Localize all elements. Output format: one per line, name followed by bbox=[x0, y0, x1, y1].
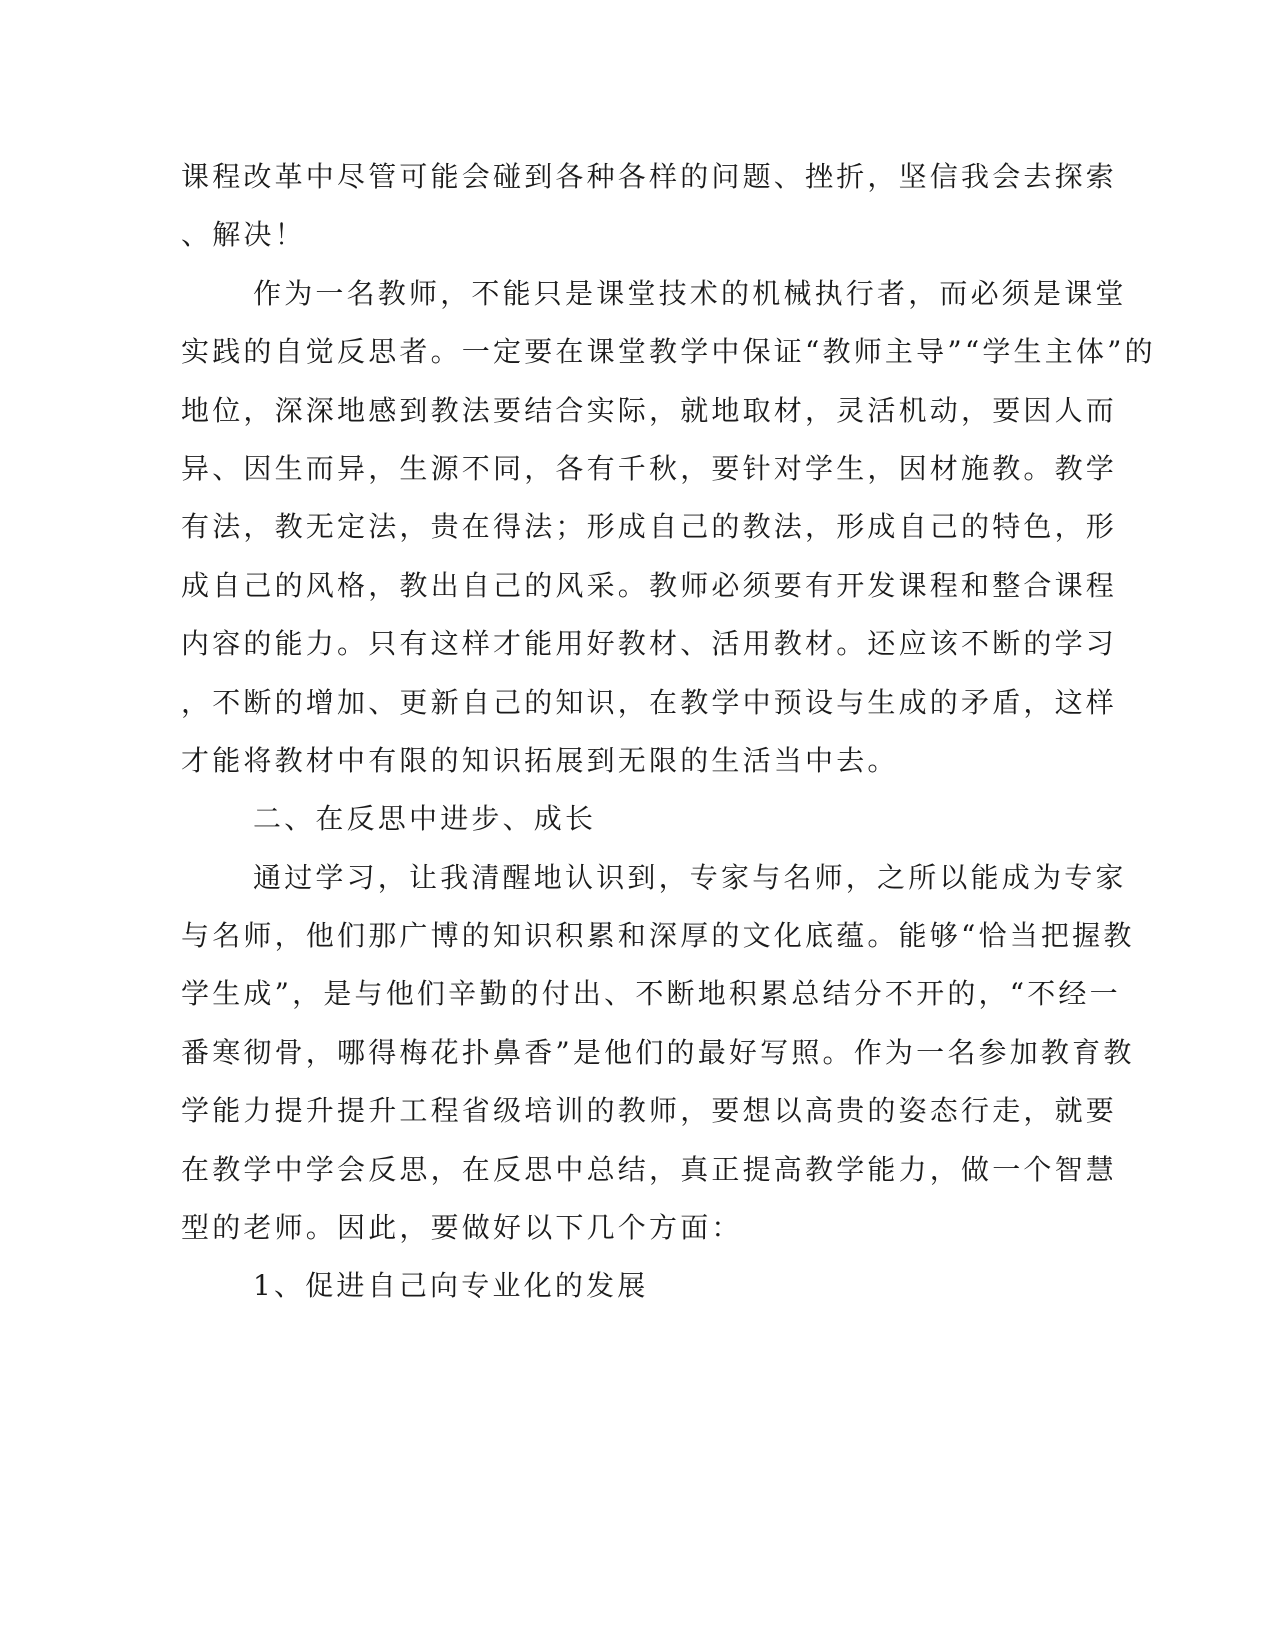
text-line: 、解决！ bbox=[181, 218, 306, 252]
text-line: 作为一名教师，不能只是课堂技术的机械执行者，而必须是课堂 bbox=[253, 276, 1127, 310]
text-line: 异、因生而异，生源不同，各有千秋，要针对学生，因材施教。教学 bbox=[181, 451, 1118, 485]
text-line: 才能将教材中有限的知识拓展到无限的生活当中去。 bbox=[181, 743, 899, 777]
text-line: 1、促进自己向专业化的发展 bbox=[253, 1269, 649, 1303]
text-line: ，不断的增加、更新自己的知识，在教学中预设与生成的矛盾，这样 bbox=[181, 685, 1118, 719]
text-line: 二、在反思中进步、成长 bbox=[253, 802, 597, 836]
text-line: 通过学习，让我清醒地认识到，专家与名师，之所以能成为专家 bbox=[253, 860, 1127, 894]
text-line: 在教学中学会反思，在反思中总结，真正提高教学能力，做一个智慧 bbox=[181, 1152, 1118, 1186]
text-line: 实践的自觉反思者。一定要在课堂教学中保证“教师主导”“学生主体”的 bbox=[181, 335, 1156, 369]
text-line: 型的老师。因此，要做好以下几个方面： bbox=[181, 1211, 743, 1245]
text-line: 与名师，他们那广博的知识积累和深厚的文化底蕴。能够“恰当把握教 bbox=[181, 919, 1135, 953]
text-line: 学能力提升提升工程省级培训的教师，要想以高贵的姿态行走，就要 bbox=[181, 1094, 1118, 1128]
text-line: 内容的能力。只有这样才能用好教材、活用教材。还应该不断的学习 bbox=[181, 627, 1118, 661]
text-line: 地位，深深地感到教法要结合实际，就地取材，灵活机动，要因人而 bbox=[181, 393, 1118, 427]
text-line: 学生成”，是与他们辛勤的付出、不断地积累总结分不开的，“不经一 bbox=[181, 977, 1121, 1011]
text-line: 有法，教无定法，贵在得法；形成自己的教法，形成自己的特色，形 bbox=[181, 510, 1118, 544]
document-body bbox=[181, 148, 1156, 1316]
text-line: 成自己的风格，教出自己的风采。教师必须要有开发课程和整合课程 bbox=[181, 568, 1118, 602]
text-line: 课程改革中尽管可能会碰到各种各样的问题、挫折，坚信我会去探索 bbox=[181, 160, 1118, 193]
text-line: 番寒彻骨，哪得梅花扑鼻香”是他们的最好写照。作为一名参加教育教 bbox=[181, 1035, 1135, 1069]
